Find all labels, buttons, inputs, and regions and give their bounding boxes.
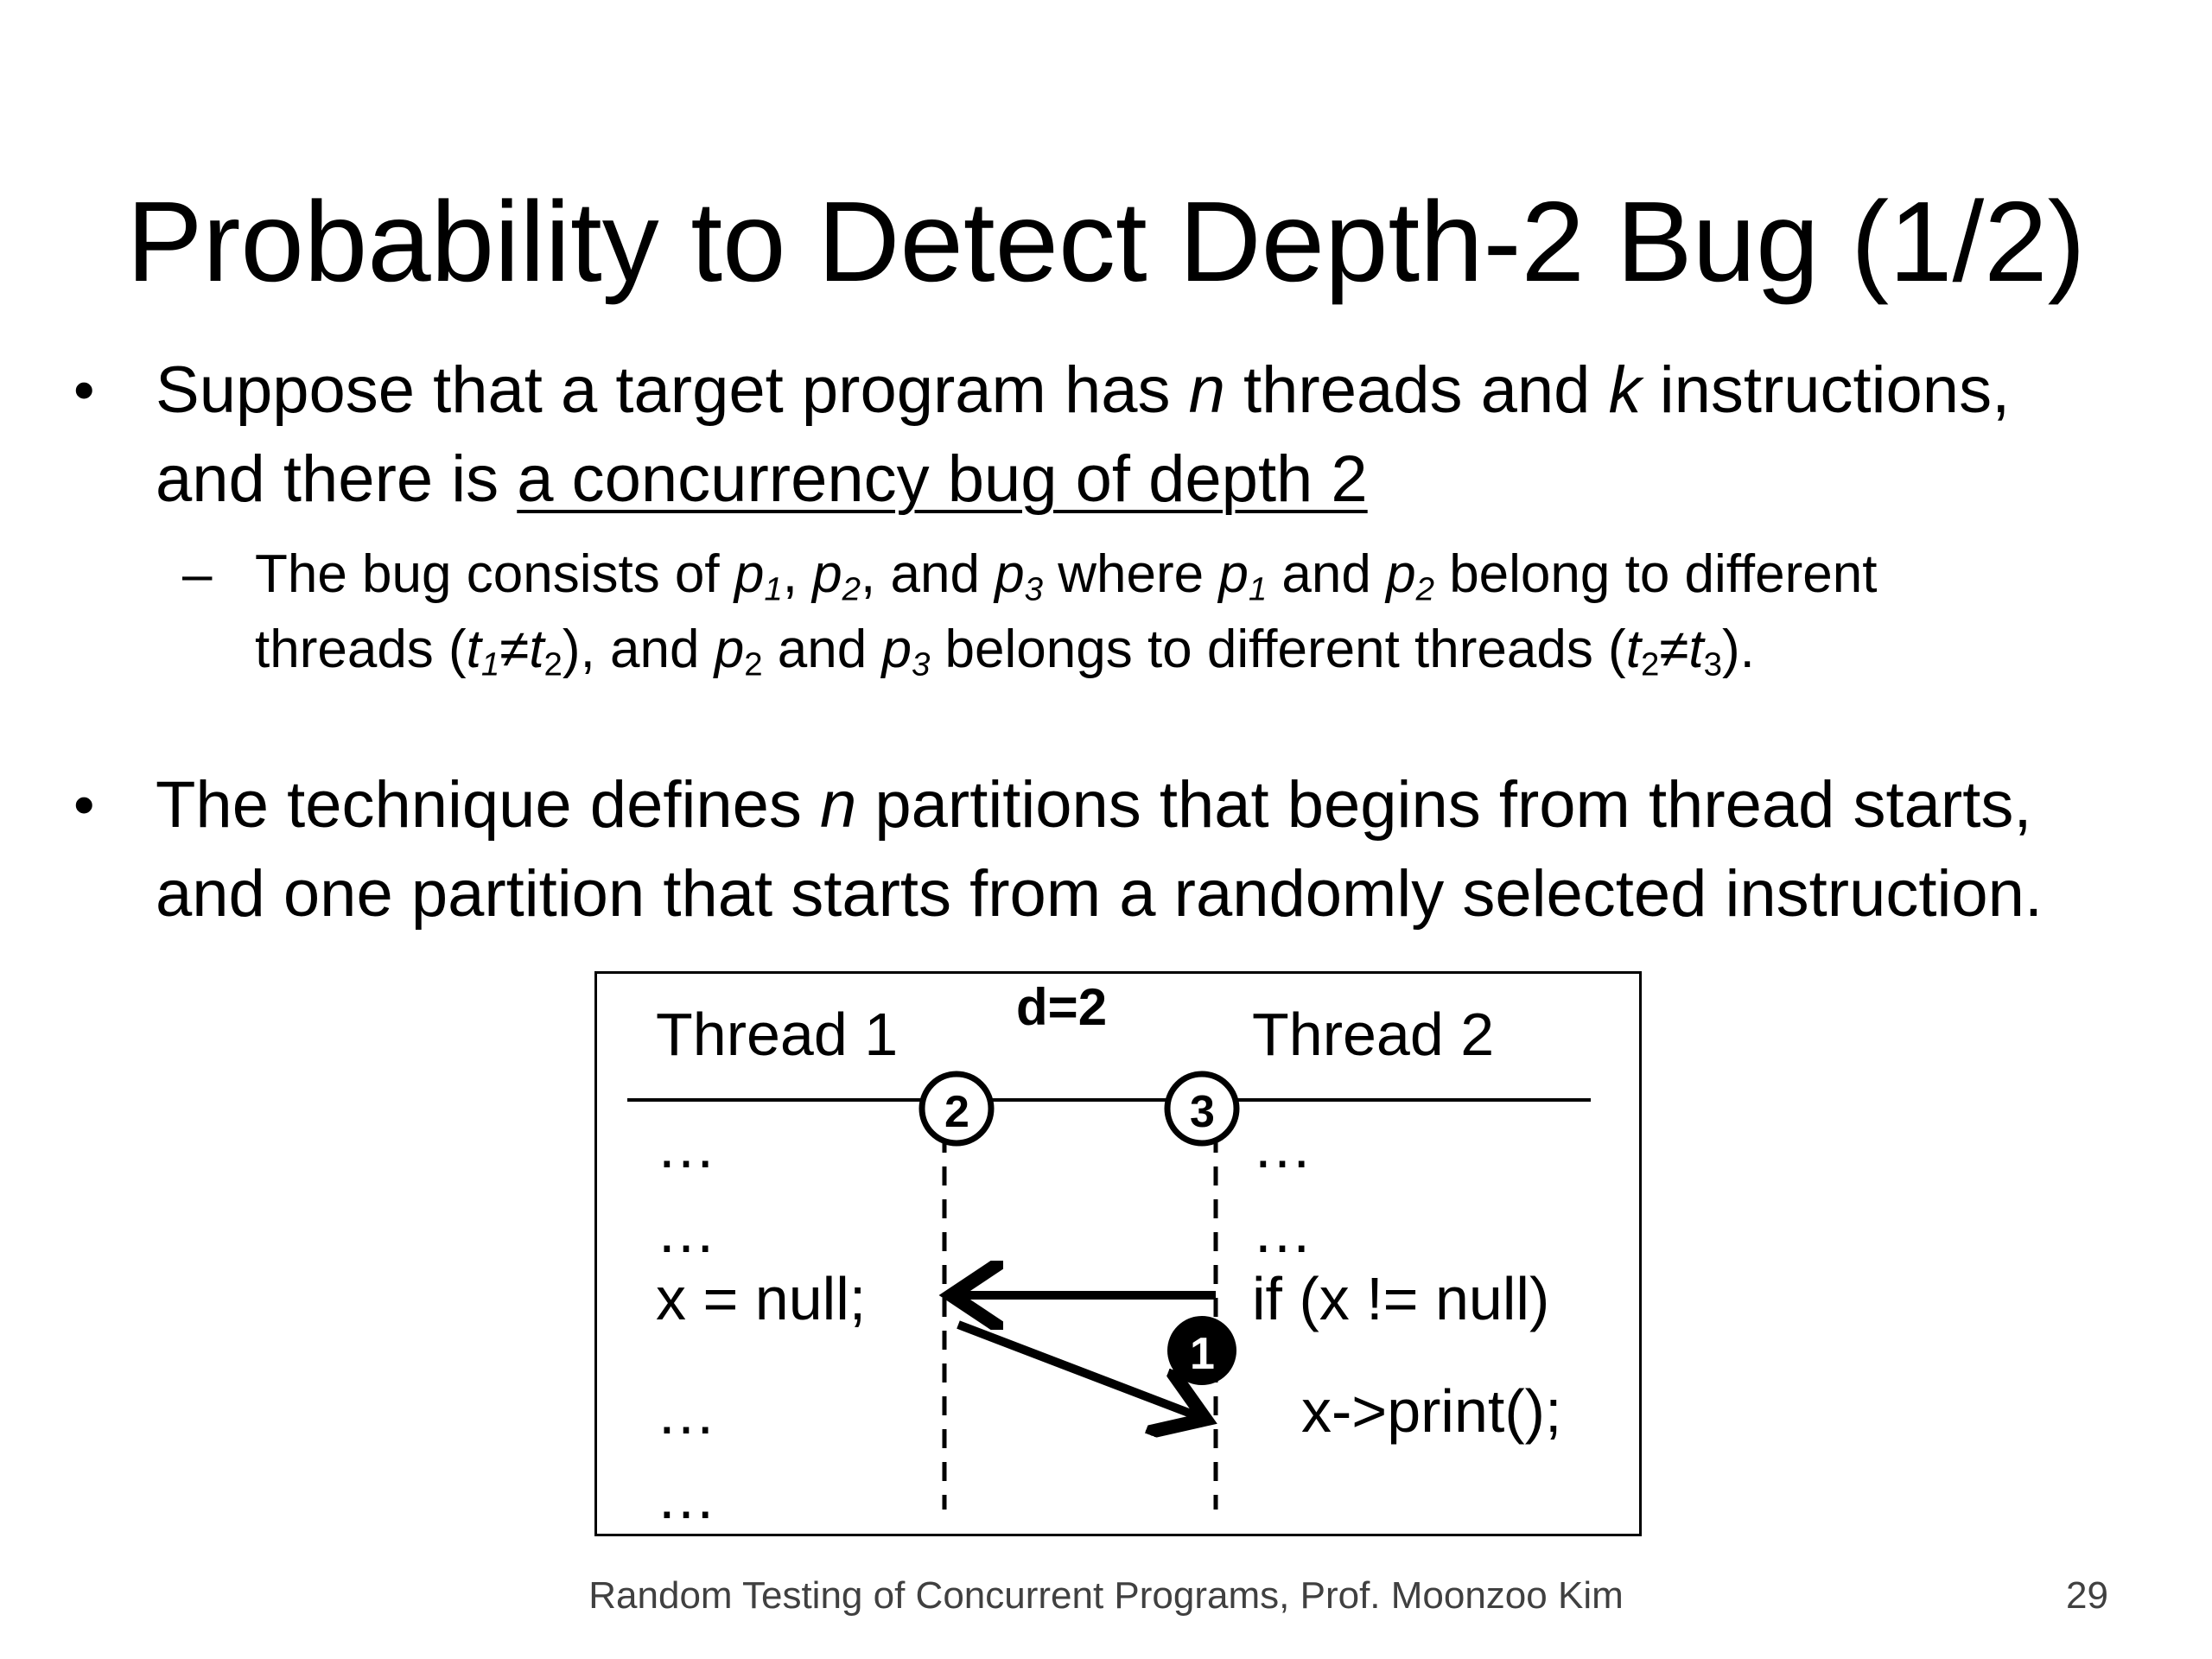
- thread-1-line: …: [656, 1464, 716, 1531]
- thread-2-line: …: [1252, 1113, 1313, 1180]
- thread-1-line: x = null;: [656, 1265, 867, 1332]
- arrow-write-to-print: [958, 1325, 1198, 1416]
- var-n: n: [1188, 353, 1225, 427]
- marker-2-label: 2: [944, 1087, 969, 1137]
- marker-3-label: 3: [1190, 1087, 1215, 1137]
- depth-label: d=2: [1016, 978, 1108, 1036]
- slide-title: Probability to Detect Depth-2 Bug (1/2): [126, 178, 2086, 305]
- thread-2-line: …: [1252, 1198, 1313, 1265]
- thread-1-header: Thread 1: [656, 1001, 899, 1068]
- page-number: 29: [2066, 1574, 2108, 1617]
- sub-bullet-line-2: threads $(t_1\ne t_2)$, and $p_2$ and $p_3$ belongs to different threads $(t_2\ne t_3)$.: [255, 620, 1755, 683]
- var-n: n: [819, 768, 857, 842]
- thread-2-line: if (x != null): [1252, 1265, 1550, 1332]
- thread-1-line: …: [656, 1113, 716, 1180]
- bullet-1: [73, 346, 2177, 524]
- underlined-phrase: a concurrency bug of depth 2: [517, 442, 1368, 516]
- bullet-2-line-1: The technique defines n partitions that begins from thread starts,: [156, 768, 2032, 842]
- thread-1-line: …: [656, 1198, 716, 1265]
- sub-bullet-marker: –: [182, 544, 213, 604]
- thread-1-line: …: [656, 1379, 716, 1446]
- bullet-marker: •: [73, 771, 95, 838]
- marker-1-label: 1: [1190, 1329, 1215, 1379]
- interleaving-diagram: [594, 971, 1642, 1536]
- bullet-2-line-2: and one partition that starts from a randomly selected instruction.: [156, 857, 2043, 931]
- var-k: k: [1608, 353, 1642, 427]
- slide-footer: Random Testing of Concurrent Programs, Prof. Moonzoo Kim: [588, 1574, 1624, 1617]
- bullet-1-line-1: Suppose that a target program has n threads and k instructions,: [156, 353, 2011, 427]
- thread-2-header: Thread 2: [1252, 1001, 1495, 1068]
- thread-2-line: x->print();: [1301, 1377, 1562, 1445]
- bullet-marker: •: [73, 356, 95, 423]
- sub-bullet: [182, 537, 2156, 687]
- bullet-2: [73, 760, 2177, 938]
- bullet-1-line-2: and there is a concurrency bug of depth 2: [156, 442, 1368, 516]
- sub-bullet-line-1: The bug consists of $p_1$, $p_2$, and $p_3$ where $p_1$ and $p_2$ belong to different: [255, 544, 1878, 608]
